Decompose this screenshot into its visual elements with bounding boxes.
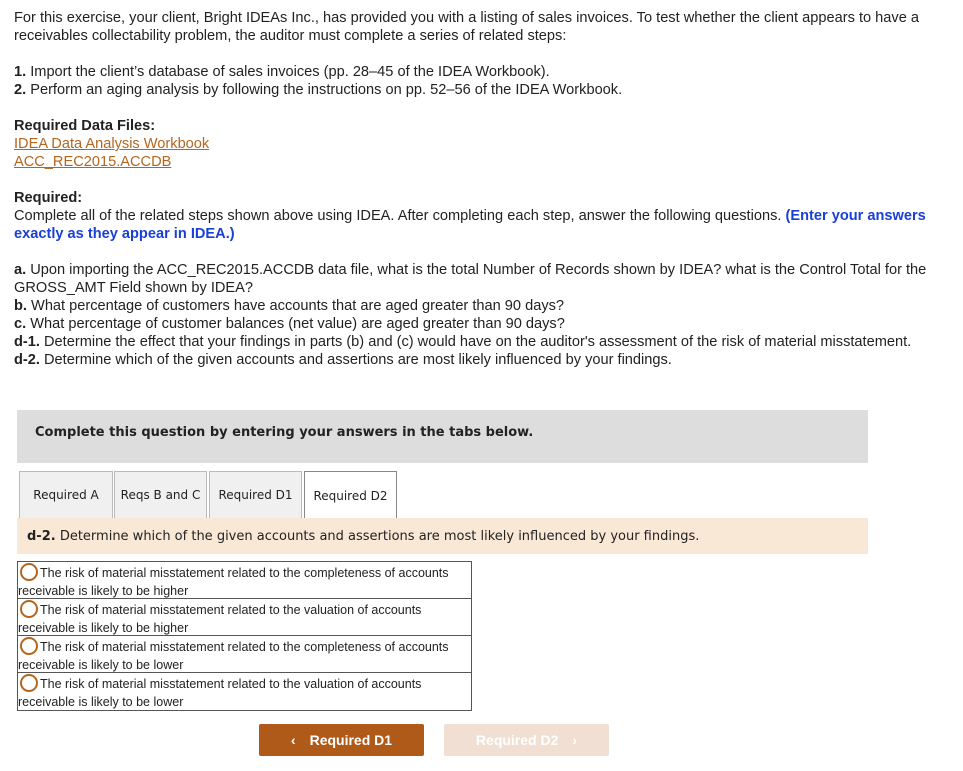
band-label: d-2. — [27, 529, 56, 544]
step-text: Perform an aging analysis by following the instructions on pp. 52–56 of the IDEA Workbook. — [26, 82, 623, 98]
question-d2 — [14, 351, 949, 369]
radio-button[interactable] — [20, 637, 38, 655]
tab-required-d1[interactable]: Required D1 — [209, 471, 302, 518]
step-1 — [14, 63, 949, 81]
option-row[interactable] — [18, 562, 471, 599]
files-heading: Required Data Files: — [14, 118, 156, 134]
option-row[interactable] — [18, 599, 471, 636]
step-2 — [14, 81, 949, 99]
chevron-right-icon: › — [572, 732, 578, 748]
q-text: What percentage of customer balances (net value) are aged greater than 90 days? — [26, 316, 565, 332]
tab-reqs-b-and-c[interactable]: Reqs B and C — [114, 471, 207, 518]
option-label: The risk of material misstatement related to the valuation of accounts receivable is likely to be lower — [18, 677, 422, 709]
required-note: (Enter your answers exactly as they appear in IDEA.) — [14, 208, 926, 242]
workbook-link[interactable]: IDEA Data Analysis Workbook — [14, 136, 210, 152]
problem-statement — [14, 9, 949, 369]
required-text — [14, 207, 949, 243]
option-label: The risk of material misstatement related to the completeness of accounts receivable is likely to be higher — [18, 566, 449, 598]
intro-paragraph: For this exercise, your client, Bright IDEAs Inc., has provided you with a listing of sales invoices. To test whether the client appears to have a receivables collectability problem, the auditor must complete a series of related steps: — [14, 10, 919, 44]
band-text: Determine which of the given accounts and assertions are most likely influenced by your findings. — [55, 529, 700, 544]
q-label: c. — [14, 316, 27, 332]
step-number: 2. — [14, 82, 27, 98]
answer-options — [17, 561, 472, 711]
option-row[interactable] — [18, 673, 471, 710]
q-text: Determine the effect that your findings in parts (b) and (c) would have on the auditor's assessment of the risk of material misstatement. — [39, 334, 912, 350]
q-label: b. — [14, 298, 27, 314]
prev-button[interactable] — [259, 724, 424, 756]
question-b — [14, 297, 949, 315]
radio-button[interactable] — [20, 563, 38, 581]
required-body: Complete all of the related steps shown above using IDEA. After completing each step, answer the following questions. — [14, 208, 786, 224]
q-label: a. — [14, 262, 27, 278]
question-d1 — [14, 333, 949, 351]
step-number: 1. — [14, 64, 27, 80]
prev-label: Required D1 — [309, 732, 393, 748]
q-text: Upon importing the ACC_REC2015.ACCDB data file, what is the total Number of Records shown by IDEA? what is the Control Total for the GROSS_AMT Field shown by IDEA? — [14, 262, 927, 296]
instruction-banner: Complete this question by entering your answers in the tabs below. — [17, 410, 868, 463]
q-label: d-2. — [14, 352, 40, 368]
tab-required-d2[interactable]: Required D2 — [304, 471, 397, 519]
option-label: The risk of material misstatement related to the completeness of accounts receivable is likely to be lower — [18, 640, 449, 672]
accdb-link[interactable]: ACC_REC2015.ACCDB — [14, 154, 172, 170]
radio-button[interactable] — [20, 674, 38, 692]
required-heading: Required: — [14, 190, 83, 206]
question-band — [17, 518, 868, 554]
chevron-left-icon: ‹ — [290, 732, 296, 748]
option-row[interactable] — [18, 636, 471, 673]
q-label: d-1. — [14, 334, 40, 350]
next-label: Required D2 — [475, 732, 559, 748]
option-label: The risk of material misstatement related to the valuation of accounts receivable is likely to be higher — [18, 603, 422, 635]
next-button — [444, 724, 609, 756]
tab-bar — [17, 471, 868, 519]
tab-required-a[interactable]: Required A — [19, 471, 113, 518]
radio-button[interactable] — [20, 600, 38, 618]
question-a — [14, 261, 949, 297]
step-text: Import the client’s database of sales invoices (pp. 28–45 of the IDEA Workbook). — [26, 64, 550, 80]
q-text: Determine which of the given accounts and assertions are most likely influenced by your findings. — [39, 352, 672, 368]
q-text: What percentage of customers have accounts that are aged greater than 90 days? — [26, 298, 565, 314]
question-c — [14, 315, 949, 333]
